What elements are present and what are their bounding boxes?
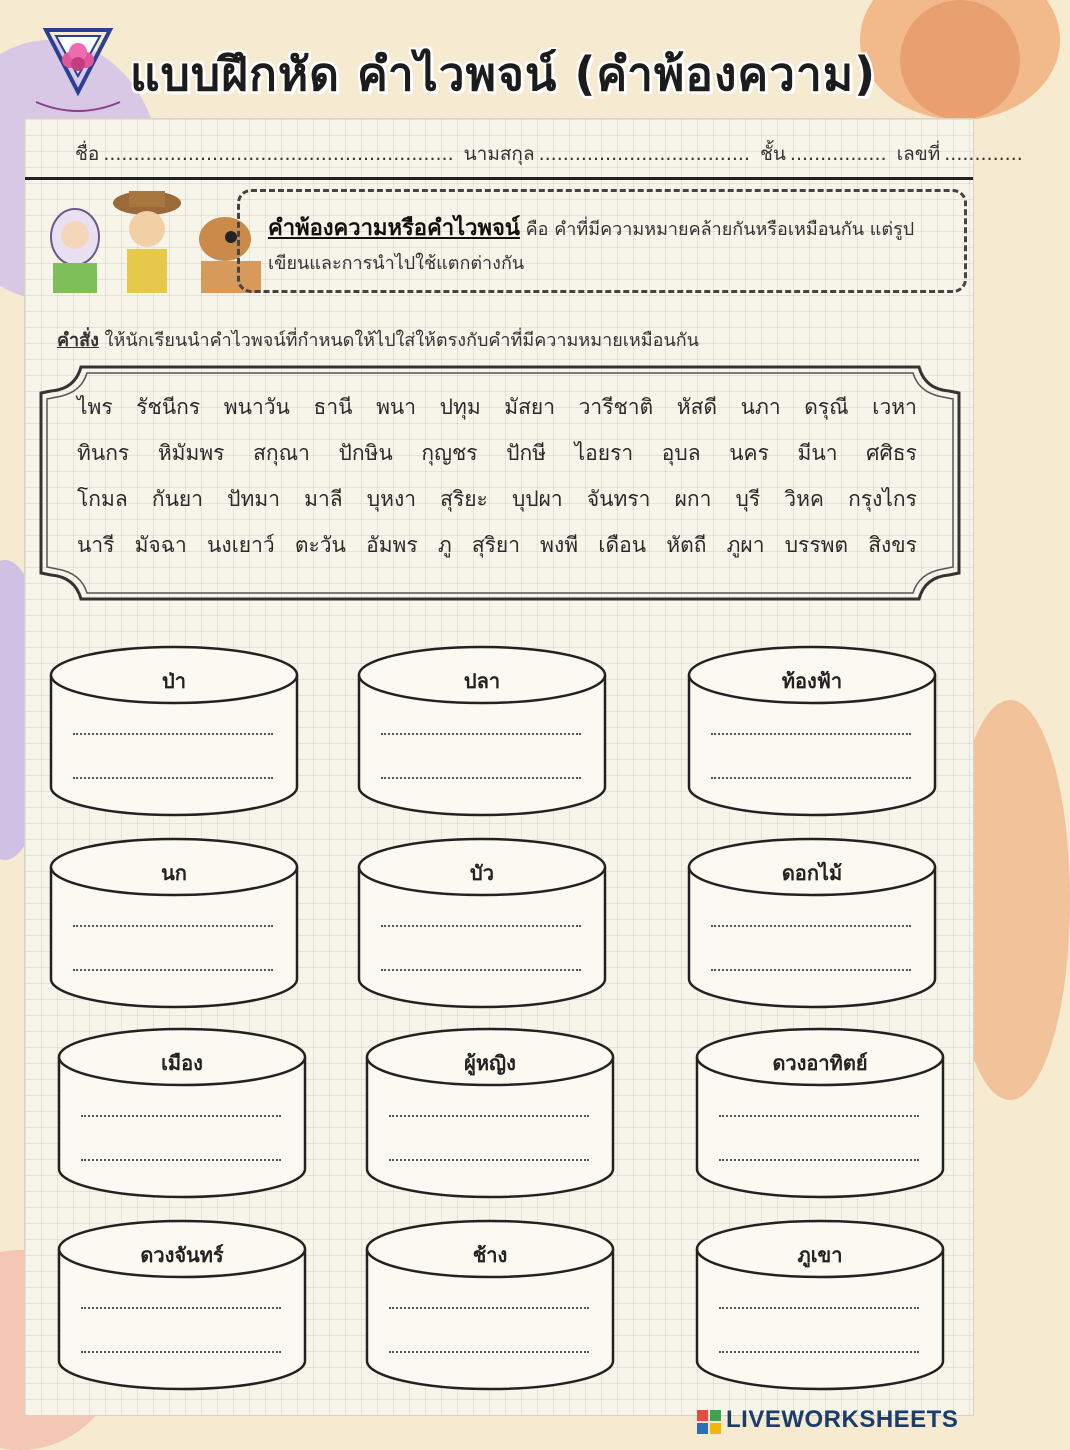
answer-drop-line[interactable] <box>719 1307 919 1309</box>
word-chip[interactable]: ทินกร <box>77 441 130 465</box>
word-chip[interactable]: สิงขร <box>868 533 917 557</box>
liveworksheets-logo-icon <box>697 1410 721 1434</box>
word-chip[interactable]: วิหค <box>784 487 824 511</box>
answer-drop-line[interactable] <box>73 733 273 735</box>
school-logo <box>26 24 130 116</box>
answer-drop-line[interactable] <box>711 777 911 779</box>
word-bank-row <box>77 437 917 483</box>
answer-drop-line[interactable] <box>389 1115 589 1117</box>
answer-drop-line[interactable] <box>719 1351 919 1353</box>
word-chip[interactable]: วารีชาติ <box>578 395 654 419</box>
answer-drop-line[interactable] <box>81 1159 281 1161</box>
word-chip[interactable]: กรุงไกร <box>848 487 917 511</box>
word-chip[interactable]: พนา <box>376 395 417 419</box>
word-chip[interactable]: ธานี <box>313 395 353 419</box>
word-chip[interactable]: เดือน <box>598 533 647 557</box>
name-field[interactable]: .......................................................... <box>103 143 454 165</box>
word-chip[interactable]: ไอยรา <box>574 441 634 465</box>
number-field[interactable]: ............. <box>944 143 1023 165</box>
bin-label: ท้องฟ้า <box>781 669 843 693</box>
answer-bin <box>365 1219 615 1391</box>
answer-bin <box>49 837 299 1009</box>
answer-drop-line[interactable] <box>381 777 581 779</box>
surname-field[interactable]: ................................... <box>538 143 750 165</box>
answer-drop-line[interactable] <box>719 1115 919 1117</box>
word-chip[interactable]: กุญชร <box>421 441 478 465</box>
answer-drop-line[interactable] <box>711 733 911 735</box>
word-bank-row <box>77 529 917 575</box>
word-chip[interactable]: บุปผา <box>511 487 563 511</box>
word-chip[interactable]: นงเยาว์ <box>207 533 275 557</box>
answer-bin <box>687 837 937 1009</box>
word-chip[interactable]: มัจฉา <box>134 533 187 557</box>
answer-drop-line[interactable] <box>81 1307 281 1309</box>
answer-bin <box>49 645 299 817</box>
liveworksheets-brand: LIVEWORKSHEETS <box>726 1406 959 1433</box>
word-chip[interactable]: อุบล <box>661 441 701 465</box>
word-chip[interactable]: สกุณา <box>253 441 310 465</box>
word-chip[interactable]: นภา <box>740 395 781 419</box>
answer-bin <box>365 1027 615 1199</box>
word-chip[interactable]: จันทรา <box>586 487 651 511</box>
word-chip[interactable]: ภูผา <box>726 533 765 557</box>
word-chip[interactable]: กันยา <box>151 487 204 511</box>
word-chip[interactable]: บุหงา <box>366 487 416 511</box>
answer-bin <box>357 837 607 1009</box>
answer-drop-line[interactable] <box>711 925 911 927</box>
class-field[interactable]: ................ <box>789 143 887 165</box>
word-chip[interactable]: บรรพต <box>784 533 849 557</box>
word-chip[interactable]: รัชนีกร <box>136 395 201 419</box>
word-chip[interactable]: มีนา <box>797 441 838 465</box>
answer-drop-line[interactable] <box>381 925 581 927</box>
word-chip[interactable]: ปัทมา <box>227 487 280 511</box>
word-chip[interactable]: บุรี <box>735 487 761 511</box>
word-chip[interactable]: ภู <box>437 533 452 557</box>
answer-drop-line[interactable] <box>389 1159 589 1161</box>
answer-bin <box>357 645 607 817</box>
answer-drop-line[interactable] <box>73 969 273 971</box>
word-chip[interactable]: สุริยา <box>471 533 521 557</box>
page-title: แบบฝึกหัด คำไวพจน์ (คำพ้องความ) <box>130 47 877 101</box>
student-info-row <box>75 139 1023 169</box>
word-chip[interactable]: อัมพร <box>366 533 418 557</box>
word-chip[interactable]: ตะวัน <box>294 533 346 557</box>
word-bank <box>77 391 917 575</box>
instruction <box>57 325 699 354</box>
answer-drop-line[interactable] <box>73 925 273 927</box>
answer-drop-line[interactable] <box>389 1351 589 1353</box>
word-chip[interactable]: เวหา <box>872 395 917 419</box>
answer-bin <box>57 1027 307 1199</box>
bin-label: ดวงอาทิตย์ <box>772 1051 868 1075</box>
word-chip[interactable]: นคร <box>729 441 769 465</box>
answer-drop-line[interactable] <box>381 969 581 971</box>
bin-label: บัว <box>470 861 494 885</box>
word-chip[interactable]: หิมัมพร <box>157 441 225 465</box>
word-chip[interactable]: ไพร <box>77 395 113 419</box>
instruction-label: คำสั่ง <box>57 330 99 351</box>
answer-drop-line[interactable] <box>81 1115 281 1117</box>
bin-label: ช้าง <box>472 1243 508 1267</box>
bin-label: ดวงจันทร์ <box>140 1243 224 1267</box>
answer-bin <box>687 645 937 817</box>
word-chip[interactable]: สุริยะ <box>440 487 488 511</box>
word-chip[interactable]: ผกา <box>674 487 712 511</box>
worksheet-sheet <box>24 118 1023 1416</box>
word-chip[interactable]: พงพี <box>540 533 579 557</box>
answer-drop-line[interactable] <box>81 1351 281 1353</box>
word-chip[interactable]: นารี <box>77 533 115 557</box>
bin-label: ป่า <box>162 669 186 693</box>
word-chip[interactable]: พนาวัน <box>223 395 290 419</box>
word-chip[interactable]: มัสยา <box>504 395 556 419</box>
definition-term: คำพ้องความหรือคำไวพจน์ <box>268 216 520 241</box>
answer-drop-line[interactable] <box>389 1307 589 1309</box>
word-chip[interactable]: หัสดี <box>676 395 718 419</box>
bin-label: ผู้หญิง <box>464 1051 516 1075</box>
bin-label: ภูเขา <box>797 1243 843 1267</box>
bin-label: เมือง <box>161 1051 203 1075</box>
instruction-text: ให้นักเรียนนำคำไวพจน์ที่กำหนดให้ไปใส่ให้ตรงกับคำที่มีความหมายเหมือนกัน <box>98 330 699 351</box>
surname-label: นามสกุล <box>463 143 535 165</box>
word-chip[interactable]: มาลี <box>304 487 343 511</box>
word-chip[interactable]: โกมล <box>77 487 128 511</box>
name-label: ชื่อ <box>75 143 100 165</box>
bin-label: นก <box>161 861 187 885</box>
answer-drop-line[interactable] <box>719 1159 919 1161</box>
answer-bin <box>57 1219 307 1391</box>
definition-text: คือ คำที่มีความหมายคล้ายกันหรือเหมือนกัน แต่รูปเขียนและการนำไปใช้แตกต่างกัน <box>268 219 915 274</box>
word-chip[interactable]: ปักษี <box>506 441 546 465</box>
definition-text-block <box>268 212 948 281</box>
answer-drop-line[interactable] <box>381 733 581 735</box>
answer-drop-line[interactable] <box>711 969 911 971</box>
class-label: ชั้น <box>760 143 786 165</box>
word-bank-row <box>77 391 917 437</box>
definition-box <box>237 189 967 293</box>
answer-bin <box>695 1027 945 1199</box>
answer-drop-line[interactable] <box>73 777 273 779</box>
bin-label: ดอกไม้ <box>781 861 843 885</box>
bin-label: ปลา <box>463 669 501 693</box>
answer-bin <box>695 1219 945 1391</box>
word-chip[interactable]: ปทุม <box>439 395 481 419</box>
word-bank-row <box>77 483 917 529</box>
word-chip[interactable]: ดรุณี <box>804 395 849 419</box>
word-chip[interactable]: หัตถี <box>666 533 707 557</box>
word-chip[interactable]: ปักษิน <box>338 441 393 465</box>
word-chip[interactable]: ศศิธร <box>866 441 917 465</box>
number-label: เลขที่ <box>896 143 941 165</box>
